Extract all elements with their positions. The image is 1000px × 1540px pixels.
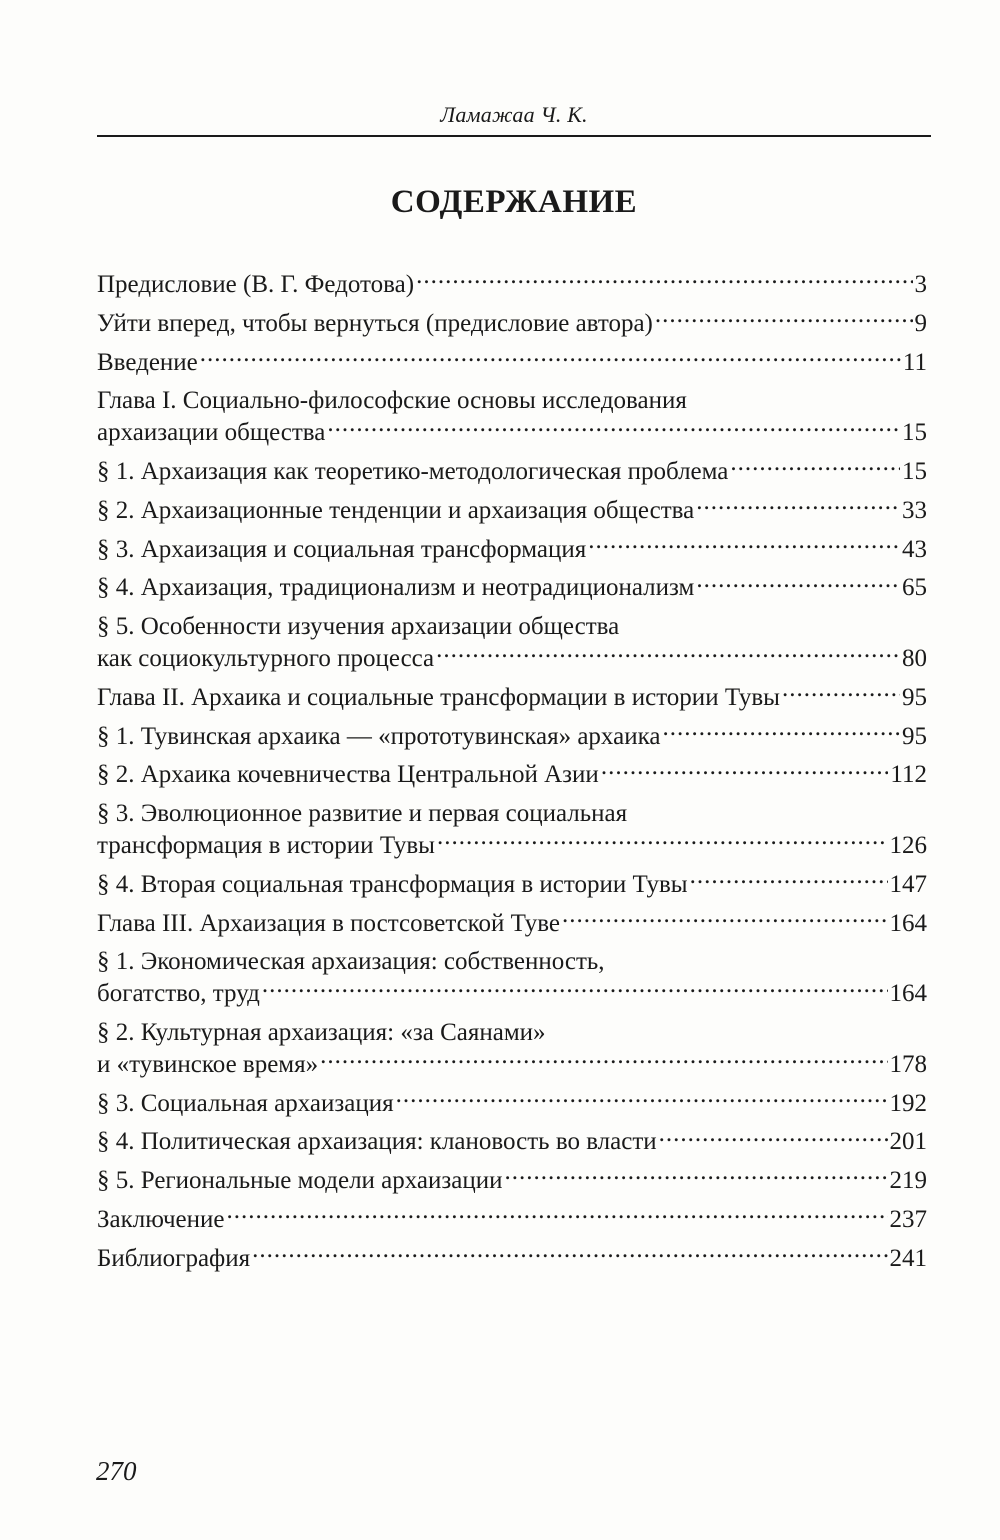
- toc-entry-title: § 4. Вторая социальная трансформация в истории Тувы: [97, 870, 688, 898]
- toc-entry-page-number: 178: [889, 1050, 927, 1078]
- toc-entry-page-number: 201: [889, 1128, 927, 1156]
- toc-entry-title: § 1. Тувинская архаика — «прототувинская» архаика: [97, 722, 661, 750]
- dot-leader: [601, 757, 889, 782]
- toc-entry: [97, 1014, 927, 1085]
- toc-entry-title: как социокультурного процесса: [97, 644, 435, 672]
- toc-entry-title: § 4. Архаизация, традиционализм и неотрадиционализм: [97, 574, 695, 602]
- toc-entry-page-number: 33: [902, 496, 927, 524]
- dot-leader: [396, 1086, 888, 1111]
- dot-leader: [659, 1124, 888, 1149]
- toc-entry-title: § 3. Архаизация и социальная трансформация: [97, 535, 587, 563]
- toc-entry-title: § 2. Архаика кочевничества Центральной Азии: [97, 761, 599, 789]
- toc-entry: [97, 1201, 927, 1240]
- toc-entry-page-number: 219: [889, 1167, 927, 1195]
- toc-entry-page-number: 11: [902, 348, 927, 376]
- toc-entry-title: архаизации общества: [97, 419, 326, 447]
- toc-entry-title-line: § 5. Особенности изучения архаизации общества: [97, 613, 620, 641]
- toc-entry-page-number: 147: [889, 870, 927, 898]
- dot-leader: [730, 454, 900, 479]
- toc-entry-title: Глава II. Архаика и социальные трансформации в истории Тувы: [97, 683, 780, 711]
- toc-entry-page-number: 95: [902, 722, 927, 750]
- dot-leader: [562, 906, 888, 931]
- dot-leader: [655, 306, 913, 331]
- toc-entry-title: § 2. Архаизационные тенденции и архаизация общества: [97, 496, 695, 524]
- toc-entry-title: богатство, труд: [97, 980, 260, 1008]
- dot-leader: [696, 570, 900, 595]
- toc-entry-page-number: 43: [902, 535, 927, 563]
- toc-entry: [97, 569, 927, 608]
- dot-leader: [416, 267, 912, 292]
- page-title: СОДЕРЖАНИЕ: [390, 184, 638, 220]
- toc-entry-title-line: § 1. Экономическая архаизация: собственность,: [97, 948, 605, 976]
- toc-entry-page-number: 3: [914, 271, 927, 298]
- toc-entry-page-number: 237: [889, 1205, 927, 1233]
- toc-entry-title-line: § 2. Культурная архаизация: «за Саянами»: [97, 1018, 546, 1046]
- toc-entry-page-number: 80: [902, 644, 927, 672]
- toc-entry: [97, 1123, 927, 1162]
- dot-leader: [262, 976, 888, 1001]
- toc-entry: [97, 866, 927, 905]
- toc-entry-page-number: 95: [902, 683, 927, 711]
- toc-entry-page-number: 241: [889, 1244, 927, 1272]
- dot-leader: [662, 719, 900, 744]
- dot-leader: [436, 641, 900, 666]
- dot-leader: [690, 867, 888, 892]
- toc-entry: [97, 608, 927, 679]
- dot-leader: [437, 828, 888, 853]
- toc-entry-page-number: 164: [889, 980, 927, 1008]
- dot-leader: [227, 1202, 888, 1227]
- toc-entry-title: Предисловие (В. Г. Федотова): [97, 271, 415, 298]
- toc-entry-title: § 4. Политическая архаизация: клановость во власти: [97, 1128, 657, 1156]
- toc-entry-page-number: 192: [889, 1089, 927, 1117]
- toc-entry-title: Глава III. Архаизация в постсоветской Туве: [97, 909, 560, 937]
- dot-leader: [200, 345, 901, 370]
- table-of-contents: [97, 266, 927, 1279]
- running-head-author: Ламажаа Ч. К.: [440, 102, 588, 127]
- toc-entry: [97, 718, 927, 757]
- page-number: 270: [96, 1456, 137, 1486]
- dot-leader: [327, 415, 900, 440]
- toc-entry-title-line: § 3. Эволюционное развитие и первая социальная: [97, 800, 628, 828]
- toc-entry: [97, 943, 927, 1014]
- toc-entry-page-number: 15: [902, 457, 927, 485]
- toc-entry: [97, 305, 927, 344]
- header-rule: [97, 135, 931, 137]
- toc-entry-title: Заключение: [97, 1205, 225, 1233]
- toc-entry-title: трансформация в истории Тувы: [97, 831, 435, 859]
- dot-leader: [252, 1241, 887, 1266]
- toc-entry: [97, 756, 927, 795]
- toc-entry-title: § 3. Социальная архаизация: [97, 1089, 394, 1117]
- toc-entry-title: и «тувинское время»: [97, 1050, 319, 1078]
- toc-entry-page-number: 126: [889, 831, 927, 859]
- dot-leader: [505, 1163, 888, 1188]
- toc-entry: [97, 453, 927, 492]
- toc-entry: [97, 1240, 927, 1279]
- toc-entry: [97, 905, 927, 944]
- toc-entry: [97, 382, 927, 453]
- toc-entry-title: Введение: [97, 348, 198, 376]
- toc-entry-page-number: 112: [890, 761, 927, 789]
- dot-leader: [588, 532, 900, 557]
- toc-entry-title: Библиография: [97, 1244, 251, 1272]
- toc-entry: [97, 679, 927, 718]
- dot-leader: [320, 1047, 887, 1072]
- toc-entry-page-number: 164: [889, 909, 927, 937]
- dot-leader: [782, 680, 900, 705]
- toc-entry: [97, 1162, 927, 1201]
- toc-entry-title-line: Глава I. Социально-философские основы исследования: [97, 387, 687, 415]
- toc-entry-title: § 1. Архаизация как теоретико-методологическая проблема: [97, 457, 729, 485]
- toc-entry: [97, 531, 927, 570]
- toc-entry: [97, 795, 927, 866]
- toc-entry-title: Уйти вперед, чтобы вернуться (предисловие автора): [97, 309, 653, 337]
- toc-entry: [97, 1085, 927, 1124]
- toc-entry-title: § 5. Региональные модели архаизации: [97, 1167, 503, 1195]
- toc-entry-page-number: 65: [902, 574, 927, 602]
- toc-entry: [97, 266, 927, 305]
- toc-entry: [97, 344, 927, 383]
- dot-leader: [696, 493, 900, 518]
- toc-entry-page-number: 15: [902, 419, 927, 447]
- toc-entry-page-number: 9: [914, 309, 927, 337]
- toc-entry: [97, 492, 927, 531]
